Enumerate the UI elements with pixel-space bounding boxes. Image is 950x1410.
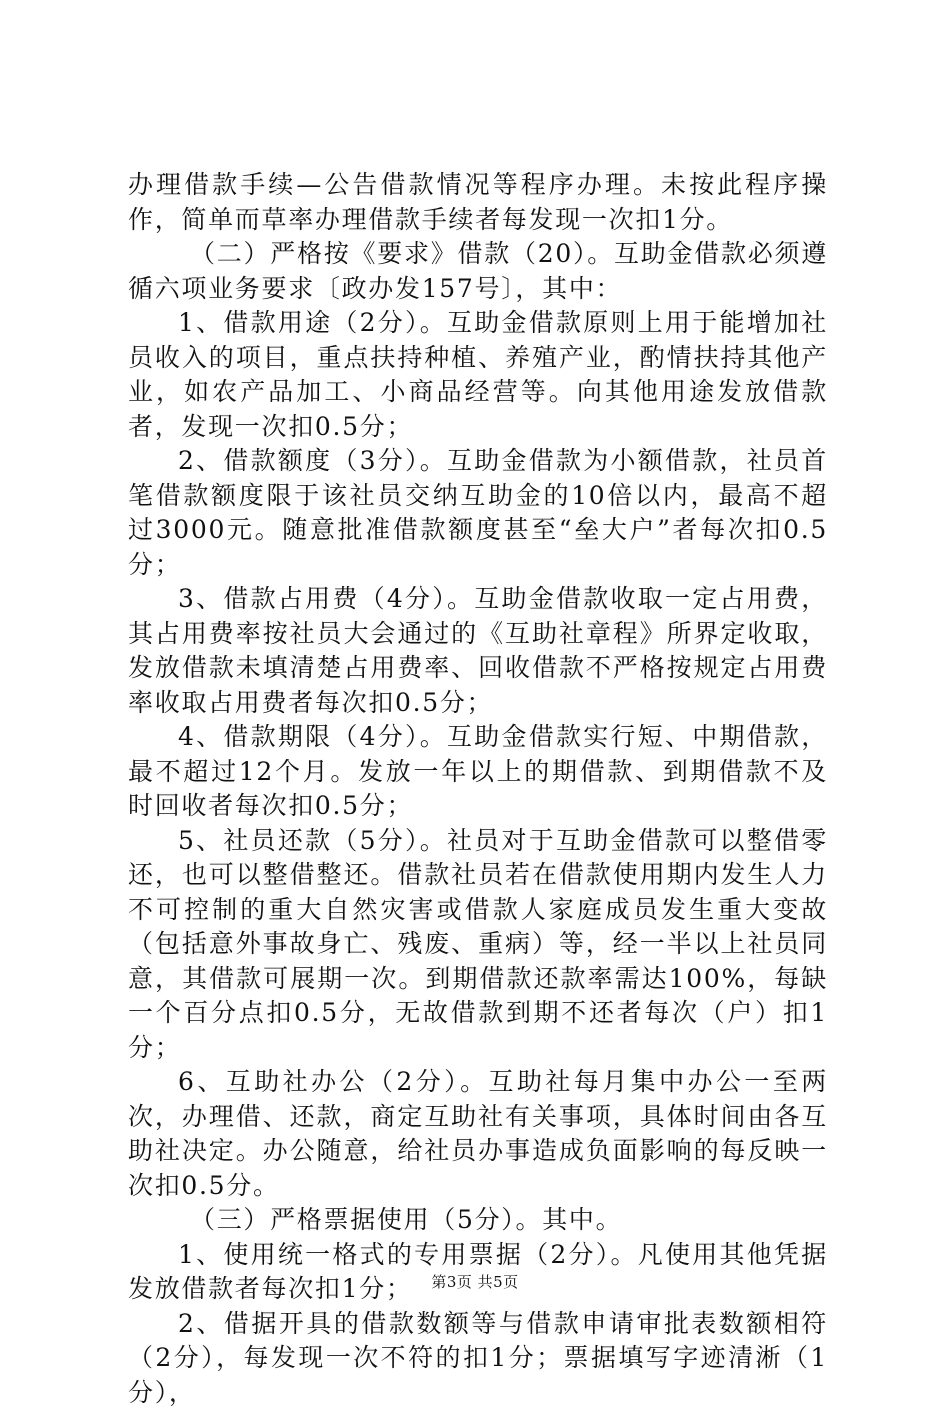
paragraph-section-three-heading: （三）严格票据使用（5分）。其中。 [128, 1203, 828, 1238]
document-body [128, 168, 828, 1410]
paragraph-loan-amount: 2、借款额度（3分）。互助金借款为小额借款，社员首笔借款额度限于该社员交纳互助金的10倍以内，最高不超过3000元。随意批准借款额度甚至“垒大户”者每次扣0.5分； [128, 444, 828, 582]
paragraph-receipt-amount-match: 2、借据开具的借款数额等与借款申请审批表数额相符（2分），每发现一次不符的扣1分；票据填写字迹清淅（1分）， [128, 1307, 828, 1410]
paragraph-member-repayment: 5、社员还款（5分）。社员对于互助金借款可以整借零还，也可以整借整还。借款社员若在借款使用期内发生人力不可控制的重大自然灾害或借款人家庭成员发生重大变故（包括意外事故身亡、残废、重病）等，经一半以上社员同意，其借款可展期一次。到期借款还款率需达100%，每缺一个百分点扣0.5分，无故借款到期不还者每次（户）扣1分； [128, 824, 828, 1066]
page-number-footer: 第3页 共5页 [0, 1272, 950, 1292]
paragraph-loan-purpose: 1、借款用途（2分）。互助金借款原则上用于能增加社员收入的项目，重点扶持种植、养殖产业，酌情扶持其他产业，如农产品加工、小商品经营等。向其他用途发放借款者，发现一次扣0.5分； [128, 306, 828, 444]
paragraph-loan-term: 4、借款期限（4分）。互助金借款实行短、中期借款，最不超过12个月。发放一年以上的期借款、到期借款不及时回收者每次扣0.5分； [128, 720, 828, 824]
paragraph-procedure-continuation: 办理借款手续—公告借款情况等程序办理。未按此程序操作，简单而草率办理借款手续者每发现一次扣1分。 [128, 168, 828, 237]
paragraph-occupancy-fee: 3、借款占用费（4分）。互助金借款收取一定占用费，其占用费率按社员大会通过的《互助社章程》所界定收取，发放借款未填清楚占用费率、回收借款不严格按规定占用费率收取占用费者每次扣0.5分； [128, 582, 828, 720]
paragraph-unified-receipts: 1、使用统一格式的专用票据（2分）。凡使用其他凭据发放借款者每次扣1分； [128, 1238, 828, 1307]
paragraph-section-two-heading: （二）严格按《要求》借款（20）。互助金借款必须遵循六项业务要求〔政办发157号〕，其中： [128, 237, 828, 306]
paragraph-cooperative-office: 6、互助社办公（2分）。互助社每月集中办公一至两次，办理借、还款，商定互助社有关事项，具体时间由各互助社决定。办公随意，给社员办事造成负面影响的每反映一次扣0.5分。 [128, 1065, 828, 1203]
